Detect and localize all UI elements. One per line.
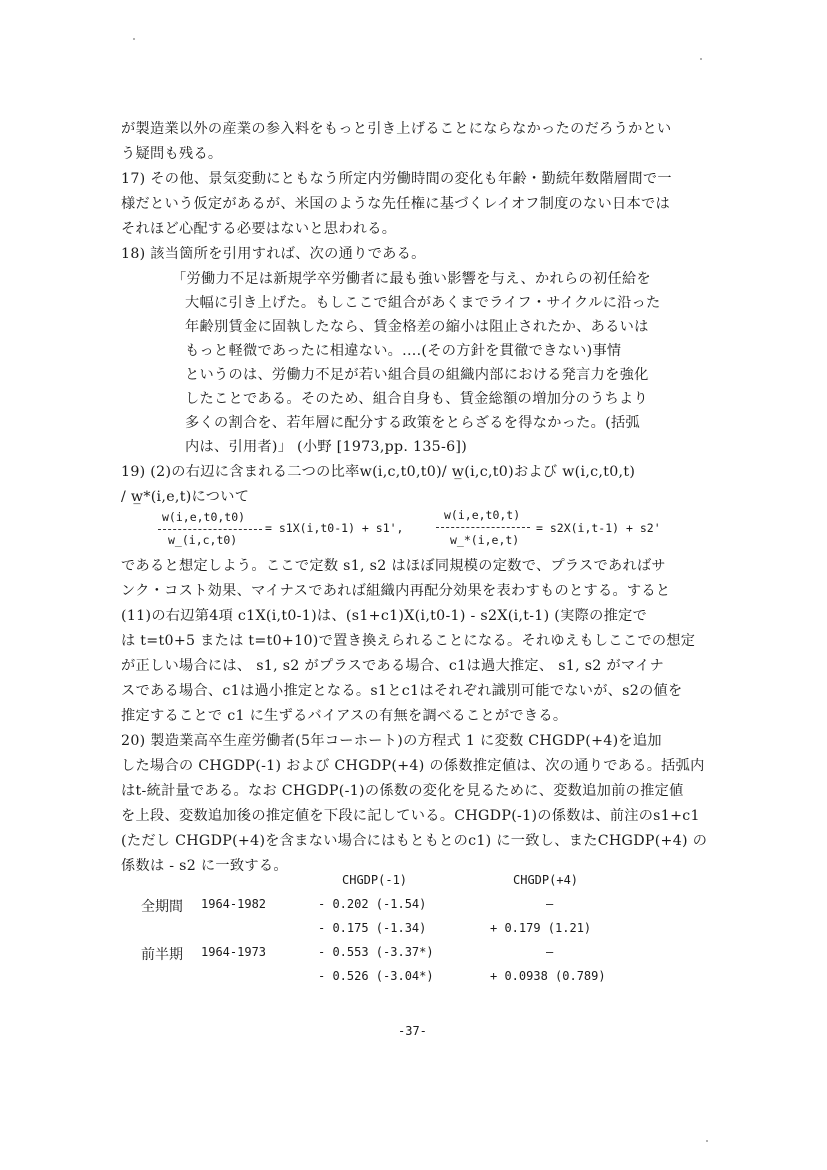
text-line: が正しい場合には、 s1, s2 がプラスである場合、c1は過大推定、 s1, s2 がマイナ [121, 658, 665, 674]
text-line: した場合の CHGDP(-1) および CHGDP(+4) の係数推定値は、次の通りである。括弧内 [121, 758, 705, 774]
text-line: / w̲*(i,e,t)について [121, 489, 250, 505]
text-line: であると想定しよう。ここで定数 s1, s2 はほぼ同規模の定数で、プラスであればサ [121, 558, 666, 574]
fraction-numerator: w(i,e,t0,t0) [162, 510, 246, 524]
note-19: 19) (2)の右辺に含まれる二つの比率w(i,c,t0,t0)/ w̲(i,c,t0)および w(i,c,t0,t) [121, 464, 636, 480]
text-line: (ただし CHGDP(+4)を含まない場合にはもともとのc1) に一致し、またCHGDP(+4) の [121, 833, 708, 849]
row-period: 1964-1982 [201, 897, 267, 911]
text-line: 推定することで c1 に生ずるバイアスの有無を調べることができる。 [121, 708, 568, 724]
table-cell: - 0.553 (-3.37*) [318, 945, 434, 959]
quote-line: 大幅に引き上げた。もしここで組合があくまでライフ・サイクルに沿った [185, 295, 661, 311]
table-cell: - 0.202 (-1.54) [318, 897, 427, 911]
table-header: CHGDP(-1) [342, 873, 408, 887]
table-cell: + 0.0938 (0.789) [490, 969, 606, 983]
text-line: 係数は - s2 に一致する。 [121, 858, 288, 874]
quote-line: 「労働力不足は新規学卒労働者に最も強い影響を与え、かれらの初任給を [172, 271, 651, 287]
row-label: 前半期 [141, 947, 183, 963]
table-cell: + 0.179 (1.21) [490, 921, 592, 935]
scan-speck [706, 1140, 708, 1142]
fraction-denominator: w̲(i,c,t0) [168, 533, 238, 547]
quote-line: したことである。そのため、組合自身も、賃金総額の増加分のうちより [185, 391, 649, 407]
quote-line: 内は、引用者)」 (小野 [1973,pp. 135-6]) [185, 439, 468, 455]
fraction-numerator: w(i,e,t0,t) [444, 508, 521, 522]
scan-speck [700, 58, 702, 60]
fraction-denominator: w̲*(i,e,t) [450, 533, 520, 547]
text-line: う疑問も残る。 [121, 146, 223, 162]
table-header: CHGDP(+4) [513, 873, 579, 887]
row-period: 1964-1973 [201, 945, 267, 959]
text-line: 様だという仮定があるが、米国のような先任権に基づくレイオフ制度のない日本では [121, 196, 670, 212]
text-line: は t=t0+5 または t=t0+10)で置き換えられることになる。それゆえもしここでの想定 [121, 633, 696, 649]
quote-line: というのは、労働力不足が若い組合員の組織内部における発言力を強化 [185, 367, 649, 383]
text-line: ンク・コスト効果、マイナスであれば組織内再配分効果を表わすものとする。すると [121, 583, 671, 599]
formula-rhs-2: = s2X(i,t-1) + s2' [536, 521, 661, 535]
scan-speck [133, 38, 135, 40]
text-line: それほど心配する必要はないと思われる。 [121, 221, 397, 237]
table-cell: - 0.175 (-1.34) [318, 921, 427, 935]
text-line: スである場合、c1は過小推定となる。s1とc1はそれぞれ識別可能でないが、s2の値を [121, 683, 683, 699]
text-line: が製造業以外の産業の参入料をもっと引き上げることにならなかったのだろうかとい [121, 121, 672, 137]
table-cell: — [546, 945, 554, 959]
text-line: (11)の右辺第4項 c1X(i,t0-1)は、(s1+c1)X(i,t0-1) - s2X(i,t-1) (実際の推定で [121, 608, 648, 624]
formula-fraction-2 [436, 508, 536, 552]
formula-rhs-1: = s1X(i,t0-1) + s1', [265, 521, 404, 535]
text-line: を上段、変数追加後の推定値を下段に記している。CHGDP(-1)の係数は、前注のs1+c1 [121, 808, 700, 824]
table-cell: — [546, 897, 554, 911]
note-20: 20) 製造業高卒生産労働者(5年コーホート)の方程式 1 に変数 CHGDP(+4)を追加 [121, 733, 662, 749]
formula-fraction-1 [158, 510, 268, 552]
fraction-bar [436, 527, 530, 528]
table-cell: - 0.526 (-3.04*) [318, 969, 434, 983]
note-18: 18) 該当箇所を引用すれば、次の通りである。 [121, 246, 426, 262]
fraction-bar [158, 529, 262, 530]
quote-line: 年齢別賃金に固執したなら、賃金格差の縮小は阻止されたか、あるいは [185, 319, 649, 335]
quote-line: 多くの割合を、若年層に配分する政策をとらざるを得なかった。(括弧 [185, 415, 640, 431]
quote-line: もっと軽微であったに相違ない。....(その方針を貫徹できない)事情 [185, 343, 622, 359]
note-17: 17) その他、景気変動にともなう所定内労働時間の変化も年齢・勤続年数階層間で一 [121, 171, 672, 187]
row-label: 全期間 [141, 899, 183, 915]
page-number: -37- [398, 1024, 427, 1038]
text-line: はt-統計量である。なお CHGDP(-1)の係数の変化を見るために、変数追加前の推定値 [121, 783, 684, 799]
